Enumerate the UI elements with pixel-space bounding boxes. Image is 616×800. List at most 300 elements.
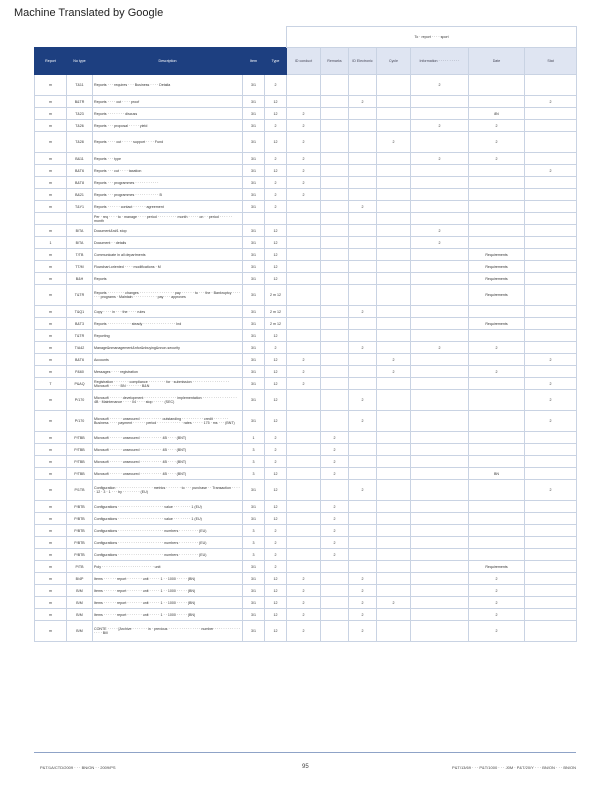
cell-b: P&AQ	[67, 378, 93, 390]
cell-mark	[469, 237, 525, 249]
cell-b: B&T6	[67, 165, 93, 177]
cell-b: T&TR	[67, 330, 93, 342]
cell-mark	[377, 306, 411, 318]
cell-mark	[287, 444, 321, 456]
cell-mark	[377, 444, 411, 456]
cell-mark	[321, 621, 349, 642]
table-row	[35, 411, 577, 432]
cell-a: m	[35, 342, 67, 354]
cell-mark: 2	[525, 354, 577, 366]
cell-t: 3/1	[243, 480, 265, 501]
cell-a: m	[35, 261, 67, 273]
cell-a: m	[35, 513, 67, 525]
table-row	[35, 249, 577, 261]
cell-b: P/BTB	[67, 501, 93, 513]
column-header: Type	[265, 48, 287, 75]
cell-mark	[525, 585, 577, 597]
cell-name: Configurations · · · · · · · · · · · · · · · · · · · · · value · · · · · · · · 1 (EU)	[93, 501, 243, 513]
cell-mark	[349, 165, 377, 177]
cell-mark	[321, 354, 349, 366]
cell-mark	[525, 525, 577, 537]
cell-mark: 2	[287, 120, 321, 132]
cell-mark	[469, 501, 525, 513]
cell-b: B/TA	[67, 225, 93, 237]
cell-t: 3/1	[243, 108, 265, 120]
table-row	[35, 285, 577, 306]
table-row	[35, 237, 577, 249]
cell-mark	[287, 525, 321, 537]
cell-t: 3	[243, 444, 265, 456]
cell-b: T/TB	[67, 249, 93, 261]
table-row	[35, 132, 577, 153]
cell-t: 3/1	[243, 378, 265, 390]
cell-t: 3/1	[243, 285, 265, 306]
cell-mark: 2	[525, 390, 577, 411]
cell-b: T&Q1	[67, 306, 93, 318]
cell-mark	[525, 456, 577, 468]
cell-mark	[349, 120, 377, 132]
cell-mark	[377, 201, 411, 213]
cell-u: 12	[265, 597, 287, 609]
cell-u: 2	[265, 120, 287, 132]
cell-mark	[411, 432, 469, 444]
cell-name: Items · · · · · · report · · · · · · · unit · · · · · 1 · · 1000 · · · · · (BN)	[93, 609, 243, 621]
cell-mark	[377, 177, 411, 189]
cell-mark	[411, 366, 469, 378]
cell-mark	[377, 621, 411, 642]
cell-mark	[411, 621, 469, 642]
table-row	[35, 189, 577, 201]
cell-a: m	[35, 318, 67, 330]
cell-b: B&H	[67, 273, 93, 285]
table-row	[35, 120, 577, 132]
cell-mark	[525, 444, 577, 456]
cell-a: m	[35, 273, 67, 285]
cell-mark: 2	[321, 468, 349, 480]
cell-mark: 8N	[469, 108, 525, 120]
cell-mark	[525, 120, 577, 132]
cell-mark	[287, 237, 321, 249]
cell-mark	[525, 513, 577, 525]
cell-mark	[349, 561, 377, 573]
cell-t: 3	[243, 549, 265, 561]
cell-mark	[411, 318, 469, 330]
table-row	[35, 378, 577, 390]
cell-mark	[377, 120, 411, 132]
cell-t: 3/1	[243, 165, 265, 177]
column-header: Cycle	[377, 48, 411, 75]
cell-mark	[469, 225, 525, 237]
cell-t: 3/1	[243, 501, 265, 513]
cell-mark	[411, 573, 469, 585]
cell-mark: Requirements	[469, 249, 525, 261]
cell-name: Configurations · · · · · · · · · · · · · · · · · · · · · numbers · · · · · · · · · (EU)	[93, 525, 243, 537]
cell-a: m	[35, 585, 67, 597]
page-number: 95	[302, 764, 309, 770]
cell-mark	[349, 549, 377, 561]
column-header: Date	[469, 48, 525, 75]
cell-b: P/170	[67, 390, 93, 411]
cell-mark	[349, 249, 377, 261]
cell-mark	[287, 501, 321, 513]
cell-mark: 2	[349, 609, 377, 621]
cell-name: Reports · · · · · · · · discuss	[93, 108, 243, 120]
cell-mark	[469, 537, 525, 549]
table-row	[35, 585, 577, 597]
cell-mark	[411, 261, 469, 273]
cell-mark: 2	[287, 177, 321, 189]
cell-name: Microsoft · · · · · · unsecured · · · · · · · · · · outstanding · · · · · · · · · · credit · · · · · · · Business · · · · payment · · · · · · period · · · · · · · · · · · · rates · · · · · 175 · ms · · · (BNT)	[93, 411, 243, 432]
cell-t: 3/1	[243, 513, 265, 525]
cell-mark: 2	[469, 366, 525, 378]
cell-mark	[377, 75, 411, 96]
cell-a: m	[35, 432, 67, 444]
footer-right-text: P&T/13/69 · · · P&T/1000 · · · J0M · P&T/20/Y · · · BN/ON · · · BN/ON	[452, 765, 576, 770]
cell-mark	[287, 75, 321, 96]
cell-mark	[411, 165, 469, 177]
cell-mark	[349, 108, 377, 120]
cell-mark	[525, 318, 577, 330]
cell-name: Items · · · · · · report · · · · · · · unit · · · · · 1 · · 1000 · · · · · (BN)	[93, 585, 243, 597]
cell-name: Reports · · · · · · contact · · · · · · agreement	[93, 201, 243, 213]
cell-u: 12	[265, 273, 287, 285]
cell-mark	[349, 537, 377, 549]
cell-b: B/M	[67, 621, 93, 642]
cell-mark	[321, 318, 349, 330]
cell-mark	[411, 537, 469, 549]
cell-mark	[411, 561, 469, 573]
cell-mark: 2	[287, 108, 321, 120]
cell-mark	[321, 306, 349, 318]
cell-a: m	[35, 621, 67, 642]
cell-a: m	[35, 480, 67, 501]
cell-mark	[469, 177, 525, 189]
cell-mark: 2	[287, 153, 321, 165]
cell-mark	[321, 108, 349, 120]
cell-a: m	[35, 525, 67, 537]
cell-mark	[377, 513, 411, 525]
cell-name: Reports · · · · cut · · · · proof	[93, 96, 243, 108]
cell-mark: 2	[411, 237, 469, 249]
cell-mark	[411, 273, 469, 285]
cell-name: Reports · · · cut · · · · taxation	[93, 165, 243, 177]
cell-name: Reports	[93, 273, 243, 285]
cell-mark	[525, 261, 577, 273]
cell-mark	[525, 75, 577, 96]
cell-a: m	[35, 177, 67, 189]
cell-name: Reports · · · requires · · · Business · · · · Detaila	[93, 75, 243, 96]
cell-a: m	[35, 573, 67, 585]
cell-mark	[411, 468, 469, 480]
cell-name: Configurations · · · · · · · · · · · · · · · · · · · · · numbers · · · · · · · · · (EU)	[93, 549, 243, 561]
cell-mark	[349, 75, 377, 96]
cell-mark	[377, 549, 411, 561]
cell-mark	[377, 342, 411, 354]
cell-mark	[469, 213, 525, 225]
cell-mark	[349, 456, 377, 468]
cell-name: Microsoft · · · · · · development · · · · · · · · · · · · · · · implementation · · · · · · · · · · · · · · · · 4B · Maintenance · · · · 04 · · · · stop · · · · · (SEC)	[93, 390, 243, 411]
cell-mark	[411, 354, 469, 366]
cell-mark	[469, 189, 525, 201]
cell-mark: 2	[525, 378, 577, 390]
cell-mark: 2	[469, 585, 525, 597]
cell-u: 2	[265, 189, 287, 201]
table-row	[35, 537, 577, 549]
cell-mark	[287, 468, 321, 480]
cell-b: P/1TB	[67, 480, 93, 501]
cell-mark	[321, 201, 349, 213]
cell-u: 12	[265, 468, 287, 480]
cell-mark	[525, 342, 577, 354]
cell-mark	[525, 225, 577, 237]
cell-b: B&T6	[67, 354, 93, 366]
cell-mark	[525, 237, 577, 249]
cell-name: Reports · · · proposal · · · · · yield	[93, 120, 243, 132]
cell-mark	[411, 213, 469, 225]
cell-a: m	[35, 468, 67, 480]
cell-mark: 2	[349, 585, 377, 597]
cell-t: 3/1	[243, 132, 265, 153]
cell-mark	[469, 411, 525, 432]
cell-mark	[377, 285, 411, 306]
cell-t: 3	[243, 537, 265, 549]
cell-mark	[321, 249, 349, 261]
cell-mark	[525, 432, 577, 444]
table-row	[35, 177, 577, 189]
cell-b: P/TBB	[67, 432, 93, 444]
cell-u: 2	[265, 444, 287, 456]
cell-mark	[411, 525, 469, 537]
cell-a: m	[35, 189, 67, 201]
column-header: ID conduct	[287, 48, 321, 75]
cell-mark	[525, 609, 577, 621]
cell-mark	[411, 201, 469, 213]
cell-mark	[321, 165, 349, 177]
cell-t: 3/1	[243, 177, 265, 189]
cell-mark	[469, 96, 525, 108]
cell-u: 12	[265, 573, 287, 585]
cell-mark	[377, 249, 411, 261]
cell-name: Accounts	[93, 354, 243, 366]
table-row	[35, 75, 577, 96]
cell-mark: 2	[287, 366, 321, 378]
cell-mark	[411, 96, 469, 108]
cell-a: m	[35, 306, 67, 318]
cell-mark	[321, 390, 349, 411]
cell-u: 2	[265, 561, 287, 573]
report-sheet	[34, 26, 576, 642]
cell-mark: Requirements	[469, 285, 525, 306]
cell-a: m	[35, 456, 67, 468]
cell-mark: 2	[321, 444, 349, 456]
cell-b: T&26	[67, 120, 93, 132]
cell-name: Reports · · · programmes · · · · · · · · · · ·	[93, 177, 243, 189]
cell-t: 3/1	[243, 621, 265, 642]
cell-t: 3/1	[243, 342, 265, 354]
cell-b: B&11	[67, 153, 93, 165]
cell-mark: 2	[287, 597, 321, 609]
cell-mark	[321, 132, 349, 153]
cell-mark	[411, 330, 469, 342]
cell-mark	[349, 318, 377, 330]
cell-mark	[287, 318, 321, 330]
cell-mark	[411, 501, 469, 513]
column-header: Report	[35, 48, 67, 75]
cell-mark	[411, 177, 469, 189]
cell-mark	[469, 378, 525, 390]
cell-a: m	[35, 165, 67, 177]
cell-mark: 2	[321, 513, 349, 525]
cell-mark	[377, 213, 411, 225]
cell-mark	[525, 201, 577, 213]
cell-name: Configurations · · · · · · · · · · · · · · · · · · · · · numbers · · · · · · · · · (EU)	[93, 537, 243, 549]
cell-b: B&T8	[67, 177, 93, 189]
cell-u: 2	[265, 432, 287, 444]
cell-mark: 2	[349, 597, 377, 609]
cell-u: 12	[265, 132, 287, 153]
table-row	[35, 165, 577, 177]
cell-a: m	[35, 444, 67, 456]
cell-name: Document · · details	[93, 237, 243, 249]
cell-u: 12	[265, 249, 287, 261]
cell-mark	[377, 573, 411, 585]
group-title: To · report · · · · sport	[287, 27, 577, 48]
cell-mark	[287, 213, 321, 225]
cell-mark: 2	[349, 573, 377, 585]
cell-name: Document&n#1 stop	[93, 225, 243, 237]
cell-mark	[525, 597, 577, 609]
cell-a: m	[35, 108, 67, 120]
cell-t: 3/1	[243, 120, 265, 132]
cell-b: P&60	[67, 366, 93, 378]
cell-b: P/TBB	[67, 468, 93, 480]
cell-mark	[287, 549, 321, 561]
cell-a: m	[35, 609, 67, 621]
cell-t: 3/1	[243, 75, 265, 96]
cell-mark: 2	[349, 201, 377, 213]
cell-u: 2	[265, 537, 287, 549]
cell-mark: 2	[349, 390, 377, 411]
cell-mark: 2	[287, 189, 321, 201]
cell-u: 12	[265, 480, 287, 501]
cell-mark	[287, 306, 321, 318]
cell-mark	[349, 468, 377, 480]
table-row	[35, 573, 577, 585]
cell-mark: 2	[321, 501, 349, 513]
report-table	[34, 26, 577, 642]
table-row	[35, 213, 577, 225]
cell-mark: 2	[287, 621, 321, 642]
cell-u: 12	[265, 501, 287, 513]
cell-mark: BN	[469, 468, 525, 480]
cell-t: 3/1	[243, 585, 265, 597]
cell-mark: 2	[321, 537, 349, 549]
cell-mark	[287, 411, 321, 432]
cell-mark	[349, 153, 377, 165]
cell-mark: 2	[349, 96, 377, 108]
cell-mark	[321, 330, 349, 342]
cell-mark	[287, 537, 321, 549]
cell-b: T&28	[67, 132, 93, 153]
table-row	[35, 609, 577, 621]
cell-mark: 2	[349, 480, 377, 501]
cell-mark: 2	[525, 411, 577, 432]
cell-mark	[411, 444, 469, 456]
cell-mark: 2	[469, 597, 525, 609]
cell-name: Reports · · · · · · · · · · · steady · · · · · · · · · · · · · · · Ind	[93, 318, 243, 330]
cell-mark: 2	[469, 573, 525, 585]
cell-b: B&21	[67, 189, 93, 201]
cell-mark: 2	[349, 306, 377, 318]
cell-u: 2	[265, 456, 287, 468]
cell-a: m	[35, 549, 67, 561]
cell-u: 2 m 12	[265, 285, 287, 306]
cell-mark: 2	[469, 120, 525, 132]
column-header: Remarks	[321, 48, 349, 75]
page-footer	[34, 752, 576, 777]
cell-mark	[411, 132, 469, 153]
cell-a: m	[35, 366, 67, 378]
cell-mark	[377, 261, 411, 273]
cell-mark	[287, 432, 321, 444]
cell-mark	[525, 285, 577, 306]
cell-mark: Requirements	[469, 261, 525, 273]
cell-mark	[321, 561, 349, 573]
table-row	[35, 444, 577, 456]
cell-name: Microsoft · · · · · · unsecured · · · · · · · · · · 4B · · · · (BNT)	[93, 444, 243, 456]
cell-mark	[469, 444, 525, 456]
cell-mark	[469, 525, 525, 537]
cell-b: T&Y1	[67, 201, 93, 213]
cell-mark	[469, 480, 525, 501]
cell-mark	[525, 501, 577, 513]
cell-mark	[321, 237, 349, 249]
cell-mark	[377, 561, 411, 573]
cell-mark	[525, 213, 577, 225]
cell-mark	[377, 537, 411, 549]
cell-t: 3/1	[243, 390, 265, 411]
cell-b: P/170	[67, 411, 93, 432]
cell-u: 2 m 12	[265, 318, 287, 330]
cell-mark	[321, 177, 349, 189]
cell-u: 12	[265, 390, 287, 411]
cell-name: Poly · · · · · · · · · · · · · · · · · · · · · · · · unit	[93, 561, 243, 573]
cell-b: P/TB	[67, 561, 93, 573]
cell-mark: 2	[411, 153, 469, 165]
cell-mark	[321, 411, 349, 432]
cell-mark: 2	[349, 342, 377, 354]
cell-u: 12	[265, 330, 287, 342]
cell-mark: 2	[287, 378, 321, 390]
cell-mark	[377, 501, 411, 513]
cell-mark	[469, 432, 525, 444]
column-header: Item	[243, 48, 265, 75]
cell-u: 2	[265, 177, 287, 189]
cell-a: m	[35, 75, 67, 96]
cell-mark	[469, 306, 525, 318]
cell-mark	[411, 549, 469, 561]
cell-mark	[469, 330, 525, 342]
cell-mark	[287, 96, 321, 108]
table-row	[35, 480, 577, 501]
cell-mark: 2	[377, 354, 411, 366]
cell-mark: 2	[377, 597, 411, 609]
cell-name: Microsoft · · · · · · unsecured · · · · · · · · · · 4B · · · · (BNT)	[93, 456, 243, 468]
cell-a: m	[35, 153, 67, 165]
cell-t: 3/1	[243, 153, 265, 165]
cell-mark: 2	[287, 573, 321, 585]
cell-u: 12	[265, 96, 287, 108]
